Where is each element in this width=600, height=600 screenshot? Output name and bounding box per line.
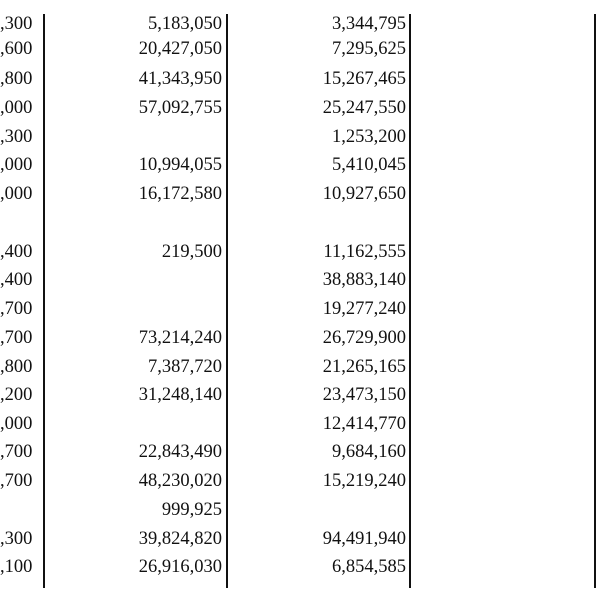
table-cell: ,700 [0,299,33,319]
table-cell: 5,410,045 [332,155,406,175]
table-cell: ,300 [0,127,33,147]
table-cell: 5,183,050 [148,14,222,34]
table-cell: 7,295,625 [332,39,406,59]
table-cell: ,600 [0,39,33,59]
table-cell: 12,414,770 [322,414,406,434]
table-cell: ,300 [0,14,33,34]
table-cell: 94,491,940 [322,529,406,549]
table-cell: ,800 [0,69,33,89]
table-cell: ,000 [0,155,33,175]
table-cell: 39,824,820 [138,529,222,549]
table-cell: ,700 [0,328,33,348]
table-cell: 57,092,755 [138,98,222,118]
table-cell: 999,925 [161,500,222,520]
table-cell: 20,427,050 [138,39,222,59]
table-cell: 19,277,240 [322,299,406,319]
column-divider [226,14,228,588]
table-cell: 219,500 [161,242,222,262]
column-divider [43,14,45,588]
table-cell: 1,253,200 [332,127,406,147]
table-cell: 9,684,160 [332,442,406,462]
table-cell: 48,230,020 [138,471,222,491]
table-cell: 23,473,150 [322,385,406,405]
table-cell: 15,219,240 [322,471,406,491]
table-cell: ,200 [0,385,33,405]
table-cell: 11,162,555 [323,242,406,262]
table-cell: 31,248,140 [138,385,222,405]
table-cell: ,100 [0,557,33,577]
table-cell: 3,344,795 [332,14,406,34]
table-cell: ,300 [0,529,33,549]
table-cell: 26,916,030 [138,557,222,577]
table-cell: 73,214,240 [138,328,222,348]
table-cell: 6,854,585 [332,557,406,577]
table-cell: ,700 [0,471,33,491]
table-cell: ,400 [0,270,33,290]
table-cell: 26,729,900 [322,328,406,348]
table-cell: 15,267,465 [322,69,406,89]
table-cell: 38,883,140 [322,270,406,290]
table-cell: ,000 [0,184,33,204]
table-cell: 21,265,165 [322,357,406,377]
table-cell: 22,843,490 [138,442,222,462]
table-cell: 10,927,650 [322,184,406,204]
table-cell: 7,387,720 [148,357,222,377]
table-cell: ,800 [0,357,33,377]
table-cell: ,700 [0,442,33,462]
table-cell: 10,994,055 [138,155,222,175]
table-cell: ,000 [0,98,33,118]
table-cell: ,000 [0,414,33,434]
table-cell: ,400 [0,242,33,262]
table-cell: 41,343,950 [138,69,222,89]
table-cell: 16,172,580 [138,184,222,204]
column-divider [409,14,411,588]
table-cell: 25,247,550 [322,98,406,118]
column-divider [594,14,596,588]
